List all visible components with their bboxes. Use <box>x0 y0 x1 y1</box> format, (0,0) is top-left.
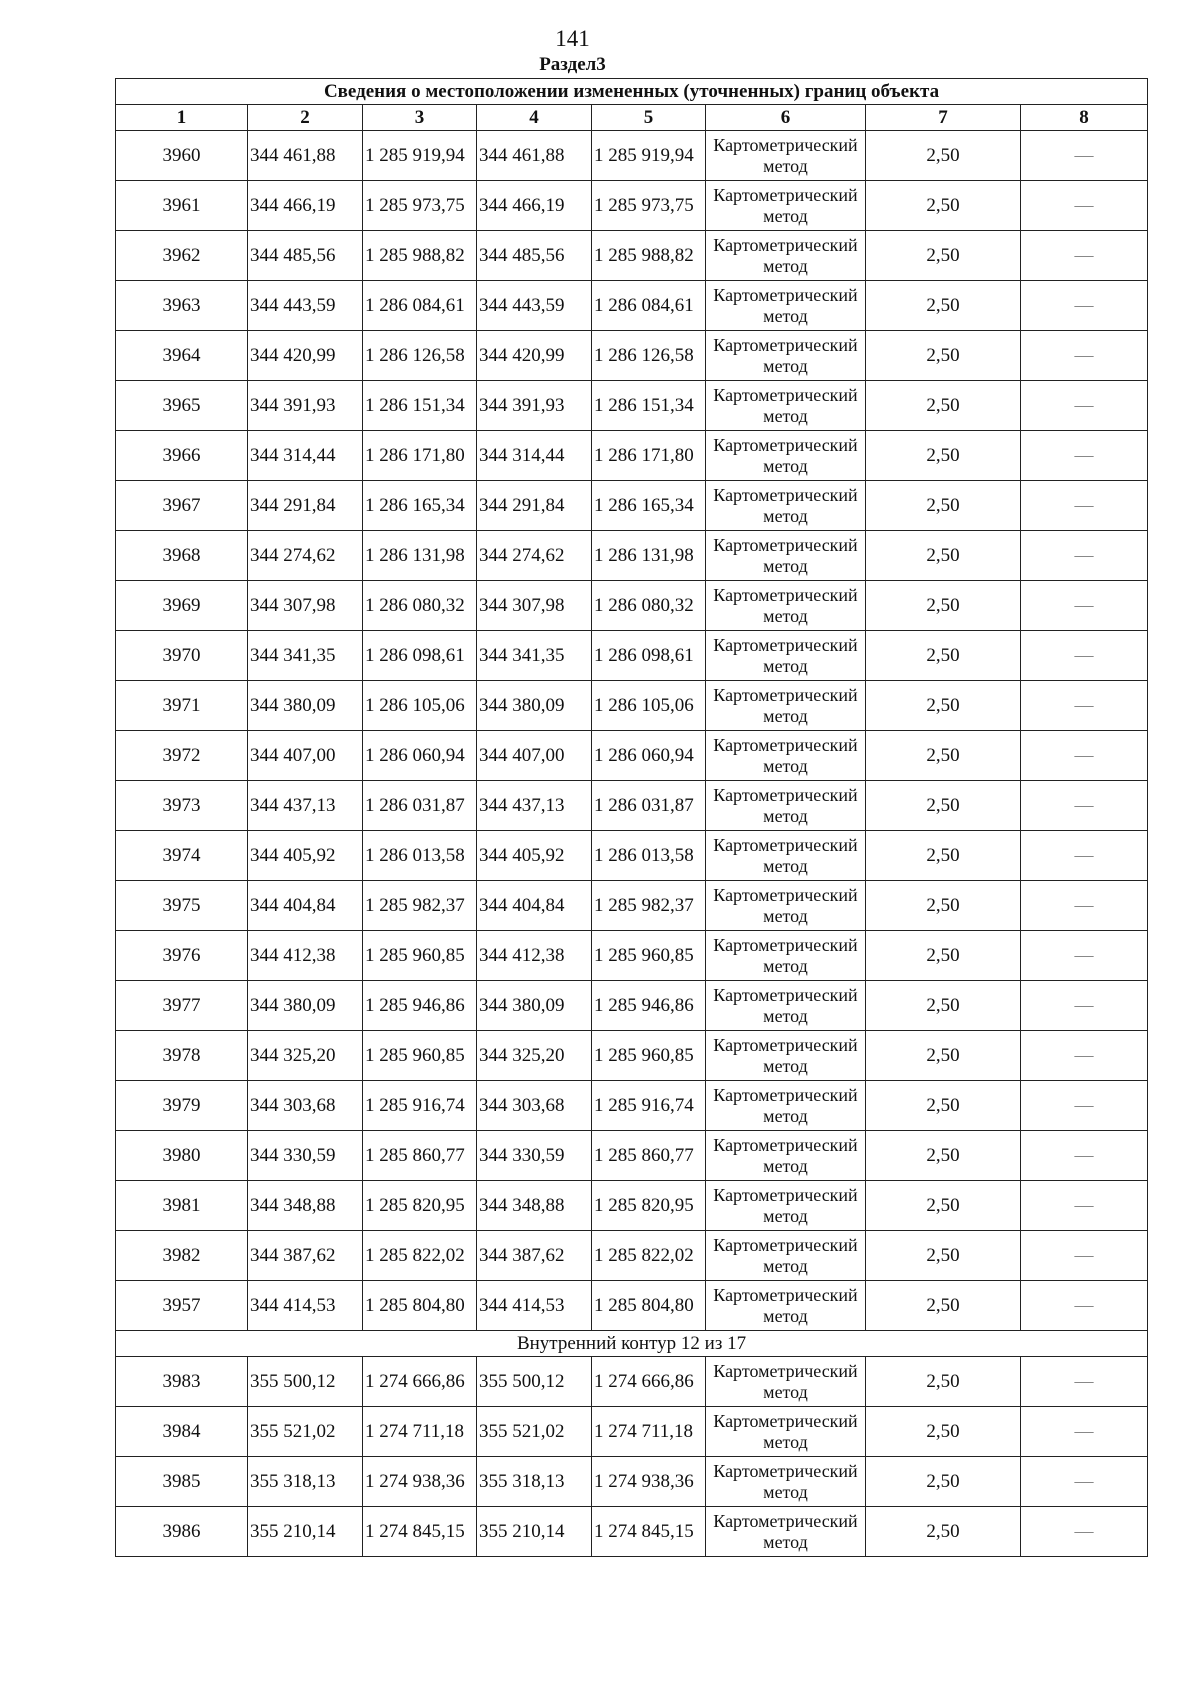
x-existing-cell: 355 521,02 <box>248 1407 363 1457</box>
table-row <box>116 1281 1148 1331</box>
accuracy-cell: 2,50 <box>866 731 1021 781</box>
description-cell: — <box>1021 1181 1148 1231</box>
table-row <box>116 1181 1148 1231</box>
point-number-cell: 3957 <box>116 1281 248 1331</box>
method-cell: Картометрический метод <box>706 1507 866 1557</box>
y-existing-cell: 1 285 804,80 <box>363 1281 477 1331</box>
table-row <box>116 481 1148 531</box>
y-existing-cell: 1 286 013,58 <box>363 831 477 881</box>
method-cell: Картометрический метод <box>706 731 866 781</box>
table-row <box>116 331 1148 381</box>
x-new-cell: 344 387,62 <box>477 1231 592 1281</box>
column-number: 5 <box>592 105 706 131</box>
x-new-cell: 344 485,56 <box>477 231 592 281</box>
description-cell: — <box>1021 1231 1148 1281</box>
x-existing-cell: 344 387,62 <box>248 1231 363 1281</box>
x-new-cell: 344 437,13 <box>477 781 592 831</box>
accuracy-cell: 2,50 <box>866 1357 1021 1407</box>
point-number-cell: 3979 <box>116 1081 248 1131</box>
x-new-cell: 344 414,53 <box>477 1281 592 1331</box>
method-cell: Картометрический метод <box>706 381 866 431</box>
x-new-cell: 355 318,13 <box>477 1457 592 1507</box>
description-cell: — <box>1021 1131 1148 1181</box>
x-new-cell: 344 307,98 <box>477 581 592 631</box>
y-existing-cell: 1 274 938,36 <box>363 1457 477 1507</box>
x-existing-cell: 344 380,09 <box>248 981 363 1031</box>
accuracy-cell: 2,50 <box>866 431 1021 481</box>
contour-label: Внутренний контур 12 из 17 <box>116 1331 1148 1357</box>
y-existing-cell: 1 285 822,02 <box>363 1231 477 1281</box>
contour-row <box>116 1331 1148 1357</box>
y-existing-cell: 1 285 860,77 <box>363 1131 477 1181</box>
accuracy-cell: 2,50 <box>866 1181 1021 1231</box>
column-number: 7 <box>866 105 1021 131</box>
y-existing-cell: 1 286 098,61 <box>363 631 477 681</box>
y-new-cell: 1 286 126,58 <box>592 331 706 381</box>
x-new-cell: 344 380,09 <box>477 981 592 1031</box>
accuracy-cell: 2,50 <box>866 381 1021 431</box>
x-existing-cell: 344 414,53 <box>248 1281 363 1331</box>
y-existing-cell: 1 286 126,58 <box>363 331 477 381</box>
x-new-cell: 355 210,14 <box>477 1507 592 1557</box>
point-number-cell: 3966 <box>116 431 248 481</box>
y-new-cell: 1 285 982,37 <box>592 881 706 931</box>
y-new-cell: 1 285 946,86 <box>592 981 706 1031</box>
y-new-cell: 1 274 666,86 <box>592 1357 706 1407</box>
accuracy-cell: 2,50 <box>866 931 1021 981</box>
table-row <box>116 131 1148 181</box>
table-row <box>116 981 1148 1031</box>
description-cell: — <box>1021 881 1148 931</box>
description-cell: — <box>1021 531 1148 581</box>
y-existing-cell: 1 286 105,06 <box>363 681 477 731</box>
accuracy-cell: 2,50 <box>866 631 1021 681</box>
x-new-cell: 344 461,88 <box>477 131 592 181</box>
y-existing-cell: 1 286 084,61 <box>363 281 477 331</box>
y-existing-cell: 1 285 946,86 <box>363 981 477 1031</box>
accuracy-cell: 2,50 <box>866 1131 1021 1181</box>
description-cell: — <box>1021 1407 1148 1457</box>
point-number-cell: 3985 <box>116 1457 248 1507</box>
description-cell: — <box>1021 1457 1148 1507</box>
description-cell: — <box>1021 831 1148 881</box>
method-cell: Картометрический метод <box>706 781 866 831</box>
description-cell: — <box>1021 231 1148 281</box>
x-new-cell: 344 348,88 <box>477 1181 592 1231</box>
accuracy-cell: 2,50 <box>866 481 1021 531</box>
point-number-cell: 3962 <box>116 231 248 281</box>
method-cell: Картометрический метод <box>706 881 866 931</box>
x-existing-cell: 344 404,84 <box>248 881 363 931</box>
x-new-cell: 344 466,19 <box>477 181 592 231</box>
table-row <box>116 831 1148 881</box>
method-cell: Картометрический метод <box>706 1031 866 1081</box>
y-new-cell: 1 285 988,82 <box>592 231 706 281</box>
description-cell: — <box>1021 631 1148 681</box>
x-new-cell: 355 500,12 <box>477 1357 592 1407</box>
accuracy-cell: 2,50 <box>866 1081 1021 1131</box>
method-cell: Картометрический метод <box>706 631 866 681</box>
method-cell: Картометрический метод <box>706 1131 866 1181</box>
y-new-cell: 1 286 105,06 <box>592 681 706 731</box>
table-row <box>116 881 1148 931</box>
y-new-cell: 1 286 060,94 <box>592 731 706 781</box>
accuracy-cell: 2,50 <box>866 531 1021 581</box>
method-cell: Картометрический метод <box>706 931 866 981</box>
method-cell: Картометрический метод <box>706 231 866 281</box>
table-row <box>116 581 1148 631</box>
x-existing-cell: 344 274,62 <box>248 531 363 581</box>
description-cell: — <box>1021 1281 1148 1331</box>
method-cell: Картометрический метод <box>706 1281 866 1331</box>
point-number-cell: 3970 <box>116 631 248 681</box>
x-new-cell: 344 325,20 <box>477 1031 592 1081</box>
y-new-cell: 1 286 151,34 <box>592 381 706 431</box>
accuracy-cell: 2,50 <box>866 331 1021 381</box>
x-new-cell: 344 330,59 <box>477 1131 592 1181</box>
x-new-cell: 344 314,44 <box>477 431 592 481</box>
table-row <box>116 1507 1148 1557</box>
y-new-cell: 1 286 165,34 <box>592 481 706 531</box>
method-cell: Картометрический метод <box>706 1231 866 1281</box>
y-existing-cell: 1 274 845,15 <box>363 1507 477 1557</box>
description-cell: — <box>1021 981 1148 1031</box>
method-cell: Картометрический метод <box>706 981 866 1031</box>
x-existing-cell: 344 314,44 <box>248 431 363 481</box>
y-existing-cell: 1 285 960,85 <box>363 931 477 981</box>
y-existing-cell: 1 286 031,87 <box>363 781 477 831</box>
accuracy-cell: 2,50 <box>866 1231 1021 1281</box>
x-existing-cell: 344 461,88 <box>248 131 363 181</box>
x-existing-cell: 344 341,35 <box>248 631 363 681</box>
table-body <box>116 131 1148 1557</box>
x-new-cell: 344 341,35 <box>477 631 592 681</box>
y-existing-cell: 1 286 151,34 <box>363 381 477 431</box>
description-cell: — <box>1021 131 1148 181</box>
accuracy-cell: 2,50 <box>866 131 1021 181</box>
table-row <box>116 931 1148 981</box>
y-existing-cell: 1 285 960,85 <box>363 1031 477 1081</box>
point-number-cell: 3986 <box>116 1507 248 1557</box>
y-existing-cell: 1 285 988,82 <box>363 231 477 281</box>
method-cell: Картометрический метод <box>706 481 866 531</box>
point-number-cell: 3975 <box>116 881 248 931</box>
accuracy-cell: 2,50 <box>866 181 1021 231</box>
accuracy-cell: 2,50 <box>866 581 1021 631</box>
y-new-cell: 1 285 804,80 <box>592 1281 706 1331</box>
y-new-cell: 1 286 084,61 <box>592 281 706 331</box>
accuracy-cell: 2,50 <box>866 981 1021 1031</box>
column-number: 3 <box>363 105 477 131</box>
description-cell: — <box>1021 931 1148 981</box>
x-new-cell: 344 443,59 <box>477 281 592 331</box>
accuracy-cell: 2,50 <box>866 1407 1021 1457</box>
method-cell: Картометрический метод <box>706 181 866 231</box>
description-cell: — <box>1021 1081 1148 1131</box>
y-existing-cell: 1 286 080,32 <box>363 581 477 631</box>
table-row <box>116 1031 1148 1081</box>
point-number-cell: 3981 <box>116 1181 248 1231</box>
column-number-row <box>116 105 1148 131</box>
x-existing-cell: 344 443,59 <box>248 281 363 331</box>
column-number: 1 <box>116 105 248 131</box>
table-row <box>116 781 1148 831</box>
point-number-cell: 3973 <box>116 781 248 831</box>
method-cell: Картометрический метод <box>706 1357 866 1407</box>
y-new-cell: 1 286 171,80 <box>592 431 706 481</box>
method-cell: Картометрический метод <box>706 581 866 631</box>
y-new-cell: 1 285 960,85 <box>592 1031 706 1081</box>
x-new-cell: 344 274,62 <box>477 531 592 581</box>
y-new-cell: 1 285 820,95 <box>592 1181 706 1231</box>
y-existing-cell: 1 286 131,98 <box>363 531 477 581</box>
point-number-cell: 3969 <box>116 581 248 631</box>
y-new-cell: 1 285 960,85 <box>592 931 706 981</box>
section-title: Раздел3 <box>539 54 606 75</box>
y-new-cell: 1 274 845,15 <box>592 1507 706 1557</box>
coordinates-table <box>115 78 1148 1557</box>
description-cell: — <box>1021 781 1148 831</box>
column-number: 2 <box>248 105 363 131</box>
table-row <box>116 1407 1148 1457</box>
table-row <box>116 1231 1148 1281</box>
method-cell: Картометрический метод <box>706 1457 866 1507</box>
description-cell: — <box>1021 481 1148 531</box>
column-number: 4 <box>477 105 592 131</box>
method-cell: Картометрический метод <box>706 681 866 731</box>
table-row <box>116 231 1148 281</box>
point-number-cell: 3983 <box>116 1357 248 1407</box>
y-existing-cell: 1 274 711,18 <box>363 1407 477 1457</box>
y-new-cell: 1 285 916,74 <box>592 1081 706 1131</box>
table-caption: Сведения о местоположении измененных (уточненных) границ объекта <box>116 79 1148 105</box>
x-existing-cell: 355 210,14 <box>248 1507 363 1557</box>
accuracy-cell: 2,50 <box>866 781 1021 831</box>
description-cell: — <box>1021 1031 1148 1081</box>
point-number-cell: 3968 <box>116 531 248 581</box>
point-number-cell: 3967 <box>116 481 248 531</box>
table-row <box>116 681 1148 731</box>
x-existing-cell: 344 485,56 <box>248 231 363 281</box>
table-row <box>116 381 1148 431</box>
x-new-cell: 344 391,93 <box>477 381 592 431</box>
x-existing-cell: 344 307,98 <box>248 581 363 631</box>
y-new-cell: 1 286 131,98 <box>592 531 706 581</box>
description-cell: — <box>1021 431 1148 481</box>
point-number-cell: 3980 <box>116 1131 248 1181</box>
description-cell: — <box>1021 1507 1148 1557</box>
y-existing-cell: 1 285 973,75 <box>363 181 477 231</box>
x-new-cell: 344 291,84 <box>477 481 592 531</box>
y-new-cell: 1 286 098,61 <box>592 631 706 681</box>
y-new-cell: 1 285 860,77 <box>592 1131 706 1181</box>
description-cell: — <box>1021 731 1148 781</box>
table-row <box>116 181 1148 231</box>
x-existing-cell: 344 420,99 <box>248 331 363 381</box>
y-existing-cell: 1 286 060,94 <box>363 731 477 781</box>
x-new-cell: 344 405,92 <box>477 831 592 881</box>
table-row <box>116 1357 1148 1407</box>
x-new-cell: 344 420,99 <box>477 331 592 381</box>
accuracy-cell: 2,50 <box>866 231 1021 281</box>
y-new-cell: 1 286 013,58 <box>592 831 706 881</box>
point-number-cell: 3978 <box>116 1031 248 1081</box>
method-cell: Картометрический метод <box>706 1181 866 1231</box>
accuracy-cell: 2,50 <box>866 831 1021 881</box>
table-row <box>116 1457 1148 1507</box>
x-existing-cell: 344 380,09 <box>248 681 363 731</box>
x-existing-cell: 344 405,92 <box>248 831 363 881</box>
description-cell: — <box>1021 181 1148 231</box>
page-number: 141 <box>555 26 590 51</box>
y-new-cell: 1 285 919,94 <box>592 131 706 181</box>
x-new-cell: 344 412,38 <box>477 931 592 981</box>
accuracy-cell: 2,50 <box>866 1031 1021 1081</box>
x-new-cell: 344 407,00 <box>477 731 592 781</box>
description-cell: — <box>1021 681 1148 731</box>
table-row <box>116 1131 1148 1181</box>
table-row <box>116 1081 1148 1131</box>
x-new-cell: 355 521,02 <box>477 1407 592 1457</box>
method-cell: Картометрический метод <box>706 831 866 881</box>
description-cell: — <box>1021 281 1148 331</box>
method-cell: Картометрический метод <box>706 1407 866 1457</box>
method-cell: Картометрический метод <box>706 1081 866 1131</box>
point-number-cell: 3961 <box>116 181 248 231</box>
point-number-cell: 3972 <box>116 731 248 781</box>
x-new-cell: 344 303,68 <box>477 1081 592 1131</box>
table-row <box>116 281 1148 331</box>
point-number-cell: 3977 <box>116 981 248 1031</box>
y-new-cell: 1 286 031,87 <box>592 781 706 831</box>
method-cell: Картометрический метод <box>706 281 866 331</box>
description-cell: — <box>1021 1357 1148 1407</box>
accuracy-cell: 2,50 <box>866 681 1021 731</box>
point-number-cell: 3964 <box>116 331 248 381</box>
y-new-cell: 1 274 711,18 <box>592 1407 706 1457</box>
point-number-cell: 3960 <box>116 131 248 181</box>
point-number-cell: 3982 <box>116 1231 248 1281</box>
accuracy-cell: 2,50 <box>866 1281 1021 1331</box>
y-existing-cell: 1 286 165,34 <box>363 481 477 531</box>
x-existing-cell: 344 466,19 <box>248 181 363 231</box>
point-number-cell: 3976 <box>116 931 248 981</box>
y-existing-cell: 1 274 666,86 <box>363 1357 477 1407</box>
table-row <box>116 631 1148 681</box>
column-number: 8 <box>1021 105 1148 131</box>
accuracy-cell: 2,50 <box>866 881 1021 931</box>
y-existing-cell: 1 285 982,37 <box>363 881 477 931</box>
x-existing-cell: 344 291,84 <box>248 481 363 531</box>
x-new-cell: 344 380,09 <box>477 681 592 731</box>
x-existing-cell: 344 325,20 <box>248 1031 363 1081</box>
accuracy-cell: 2,50 <box>866 281 1021 331</box>
x-existing-cell: 344 330,59 <box>248 1131 363 1181</box>
x-existing-cell: 344 407,00 <box>248 731 363 781</box>
accuracy-cell: 2,50 <box>866 1507 1021 1557</box>
table-row <box>116 731 1148 781</box>
description-cell: — <box>1021 581 1148 631</box>
x-existing-cell: 344 437,13 <box>248 781 363 831</box>
point-number-cell: 3963 <box>116 281 248 331</box>
point-number-cell: 3971 <box>116 681 248 731</box>
x-existing-cell: 344 391,93 <box>248 381 363 431</box>
table-row <box>116 431 1148 481</box>
column-number: 6 <box>706 105 866 131</box>
description-cell: — <box>1021 331 1148 381</box>
x-existing-cell: 355 500,12 <box>248 1357 363 1407</box>
x-existing-cell: 344 348,88 <box>248 1181 363 1231</box>
y-existing-cell: 1 286 171,80 <box>363 431 477 481</box>
method-cell: Картометрический метод <box>706 131 866 181</box>
y-existing-cell: 1 285 916,74 <box>363 1081 477 1131</box>
y-new-cell: 1 286 080,32 <box>592 581 706 631</box>
y-new-cell: 1 274 938,36 <box>592 1457 706 1507</box>
y-existing-cell: 1 285 820,95 <box>363 1181 477 1231</box>
table-row <box>116 531 1148 581</box>
method-cell: Картометрический метод <box>706 531 866 581</box>
x-existing-cell: 355 318,13 <box>248 1457 363 1507</box>
description-cell: — <box>1021 381 1148 431</box>
x-existing-cell: 344 303,68 <box>248 1081 363 1131</box>
x-new-cell: 344 404,84 <box>477 881 592 931</box>
x-existing-cell: 344 412,38 <box>248 931 363 981</box>
point-number-cell: 3965 <box>116 381 248 431</box>
method-cell: Картометрический метод <box>706 331 866 381</box>
method-cell: Картометрический метод <box>706 431 866 481</box>
y-new-cell: 1 285 973,75 <box>592 181 706 231</box>
point-number-cell: 3974 <box>116 831 248 881</box>
accuracy-cell: 2,50 <box>866 1457 1021 1507</box>
y-existing-cell: 1 285 919,94 <box>363 131 477 181</box>
point-number-cell: 3984 <box>116 1407 248 1457</box>
y-new-cell: 1 285 822,02 <box>592 1231 706 1281</box>
